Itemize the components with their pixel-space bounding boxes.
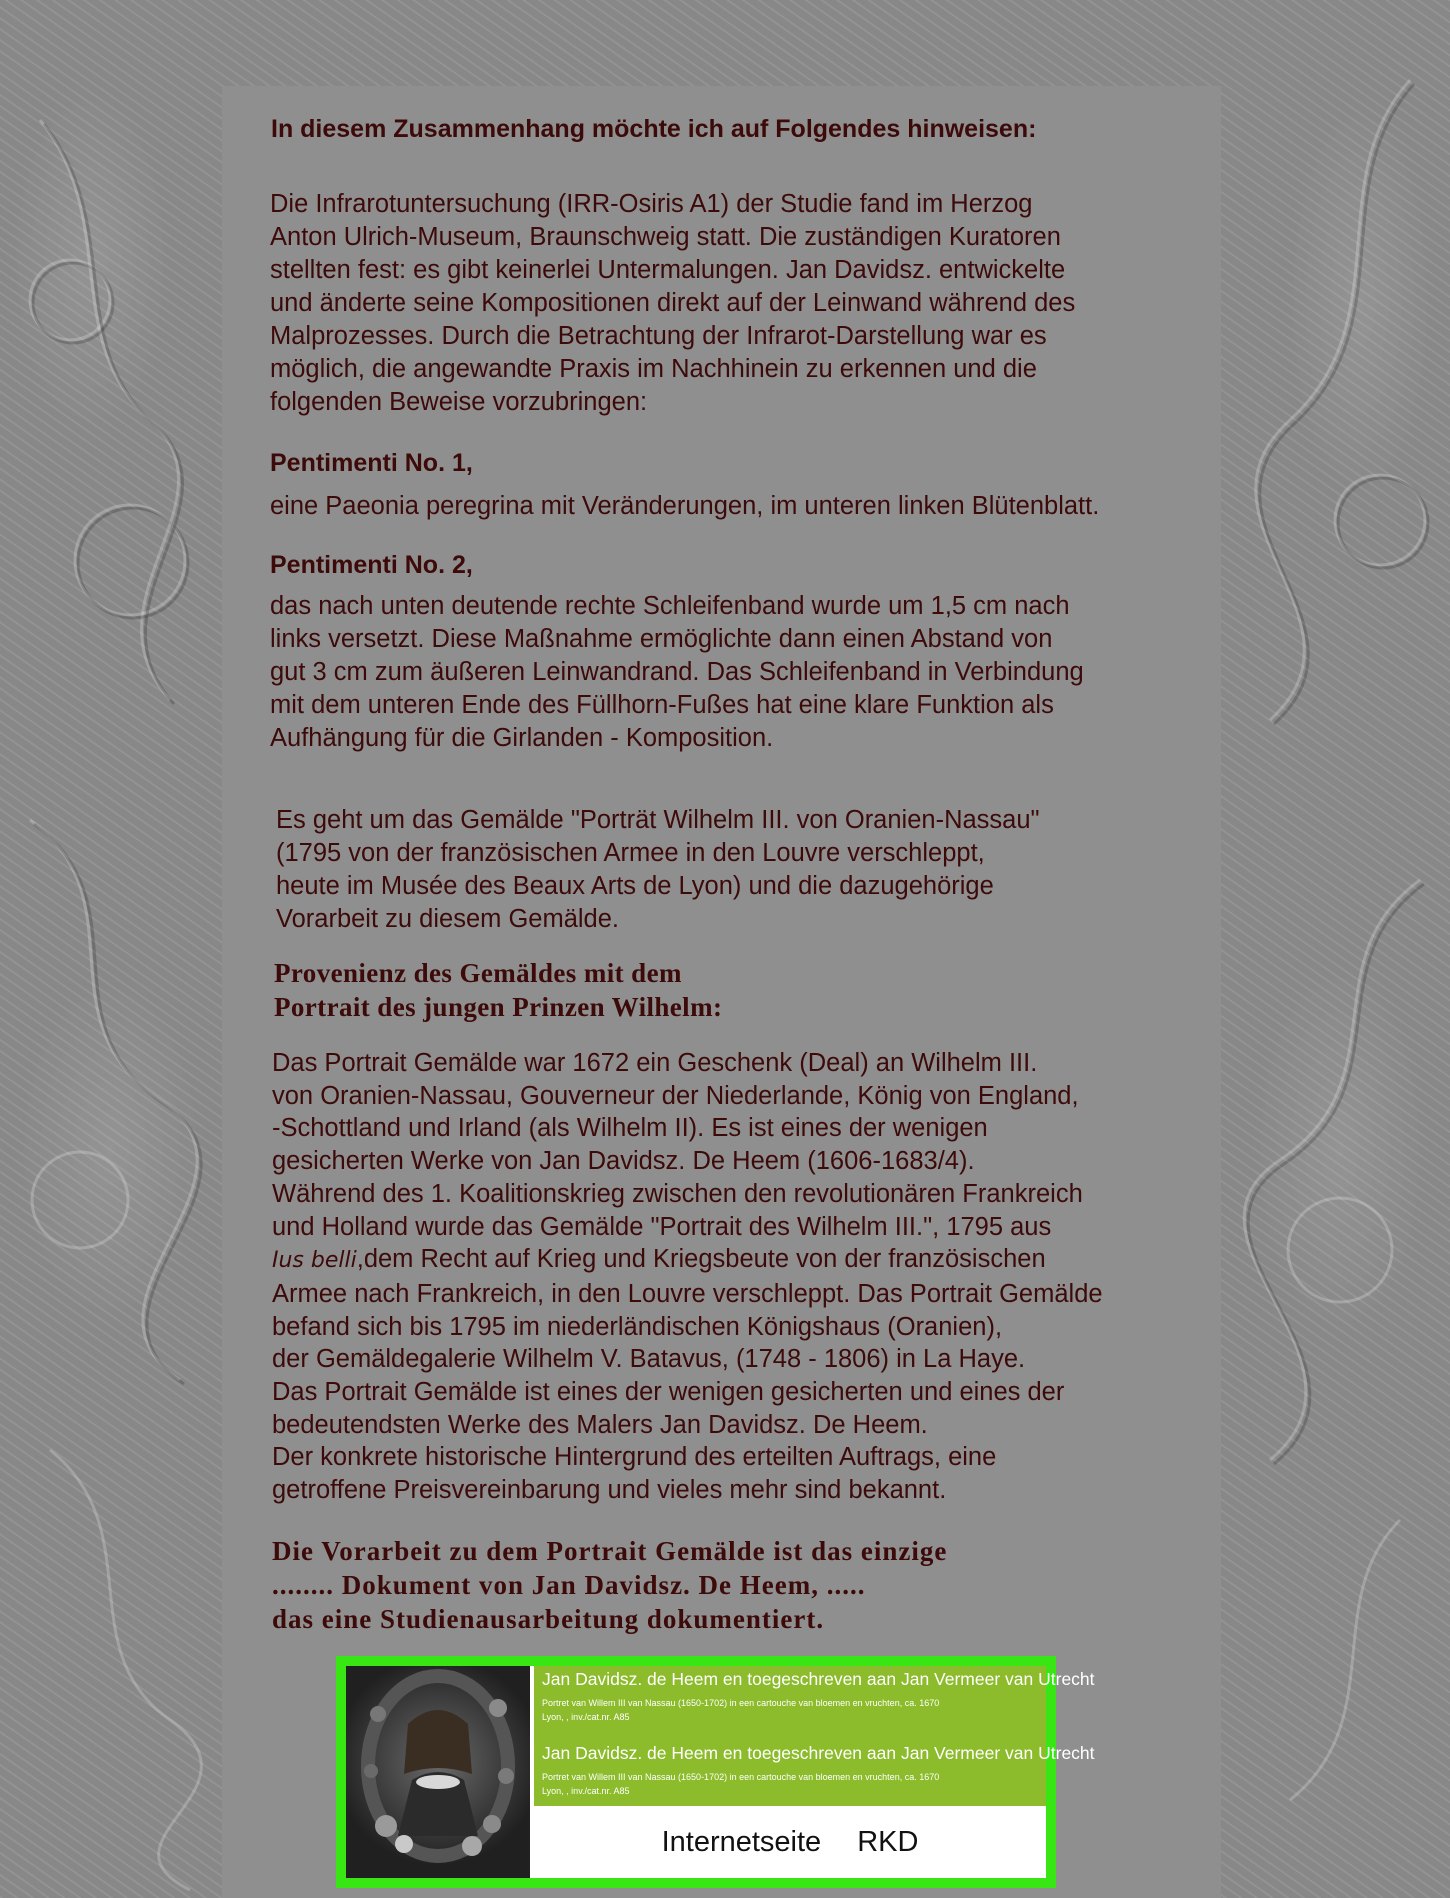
rkd-website-link[interactable] (336, 1656, 1095, 1888)
embossed-ornament-left (0, 0, 220, 1898)
text-line: das nach unten deutende rechte Schleifenband wurde um 1,5 cm nach (270, 592, 1070, 620)
text-line: möglich, die angewandte Praxis im Nachhinein zu erkennen und die (270, 355, 1037, 383)
text-line: Es geht um das Gemälde "Porträt Wilhelm III. von Oranien-Nassau" (276, 806, 1040, 834)
rkd-entry-2-title[interactable]: Jan Davidsz. de Heem en toegeschreven aan Jan Vermeer van Utrecht (542, 1743, 1095, 1763)
text-line: getroffene Preisvereinbarung und vieles mehr sind bekannt. (272, 1476, 947, 1505)
caption-internetseite: Internetseite (661, 1825, 822, 1858)
text-fragment: ,dem Recht auf Krieg und Kriegsbeute von der französischen (356, 1245, 1046, 1274)
text-line: Aufhängung für die Girlanden - Komposition. (270, 724, 774, 752)
provenance-heading (274, 956, 722, 1024)
heading-line: das eine Studienausarbeitung dokumentiert. (272, 1604, 825, 1634)
text-line: Das Portrait Gemälde war 1672 ein Geschenk (Deal) an Wilhelm III. (272, 1049, 1038, 1077)
heading-line: Die Vorarbeit zu dem Portrait Gemälde ist das einzige (272, 1536, 948, 1566)
infrared-paragraph (270, 188, 1210, 419)
pentimenti-2-heading: Pentimenti No. 2, (270, 551, 473, 579)
study-document-statement (272, 1534, 947, 1636)
ius-belli-term: Ius belli (272, 1248, 357, 1274)
text-line: Malprozesses. Durch die Betrachtung der Infrarot-Darstellung war es (270, 322, 1047, 350)
text-line: und Holland wurde das Gemälde "Portrait des Wilhelm III.", 1795 aus (272, 1212, 1052, 1241)
rkd-entry-2-subtitle: Portret van Willem III van Nassau (1650-1702) in een cartouche van bloemen en vruchten, ca. 1670 (542, 1772, 940, 1782)
heading-line: ........ Dokument von Jan Davidsz. De Heem, ..... (272, 1570, 866, 1600)
rkd-caption (534, 1806, 1046, 1878)
rkd-entry-1-subtitle: Portret van Willem III van Nassau (1650-1702) in een cartouche van bloemen en vruchten, ca. 1670 (542, 1698, 940, 1708)
pentimenti-2-text (270, 590, 1215, 755)
portrait-thumbnail-image (346, 1666, 530, 1878)
text-line: Während des 1. Koalitionskrieg zwischen den revolutionären Frankreich (272, 1179, 1083, 1208)
embossed-ornament-right (1230, 0, 1450, 1898)
text-line: stellten fest: es gibt keinerlei Untermalungen. Jan Davidsz. entwickelte (270, 256, 1066, 284)
text-line: Vorarbeit zu diesem Gemälde. (276, 905, 620, 933)
heading-line: Portrait des jungen Prinzen Wilhelm: (274, 992, 723, 1022)
text-line: links versetzt. Diese Maßnahme ermöglichte dann einen Abstand von (270, 625, 1053, 653)
text-line: befand sich bis 1795 im niederländischen Königshaus (Oranien), (272, 1312, 1003, 1341)
text-line: mit dem unteren Ende des Füllhorn-Fußes hat eine klare Funktion als (270, 691, 1054, 719)
pentimenti-1-text (270, 490, 1215, 523)
text-line: Anton Ulrich-Museum, Braunschweig statt. Die zuständigen Kuratoren (270, 223, 1061, 251)
text-line-ius-belli (272, 1243, 1222, 1278)
text-line: (1795 von der französischen Armee in den Louvre verschleppt, (276, 839, 985, 867)
caption-rkd: RKD (857, 1825, 919, 1858)
rkd-entry-1-location: Lyon, , inv./cat.nr. A85 (542, 1712, 630, 1722)
painting-reference-paragraph (276, 804, 1196, 936)
intro-heading: In diesem Zusammenhang möchte ich auf Folgendes hinweisen: (271, 115, 1037, 143)
text-line: gut 3 cm zum äußeren Leinwandrand. Das Schleifenband in Verbindung (270, 658, 1084, 686)
text-line: von Oranien-Nassau, Gouverneur der Niederlande, König von England, (272, 1081, 1079, 1110)
rkd-entry-1-title[interactable]: Jan Davidsz. de Heem en toegeschreven aan Jan Vermeer van Utrecht (542, 1669, 1095, 1689)
content-panel (222, 86, 1221, 1898)
rkd-card (346, 1666, 1095, 1878)
text-line: eine Paeonia peregrina mit Veränderungen, im unteren linken Blütenblatt. (270, 492, 1100, 520)
rkd-entries (534, 1666, 1095, 1806)
text-line: Der konkrete historische Hintergrund des erteilten Auftrags, eine (272, 1443, 997, 1472)
text-line: bedeutendsten Werke des Malers Jan Davidsz. De Heem. (272, 1410, 928, 1439)
pentimenti-1-heading: Pentimenti No. 1, (270, 449, 473, 477)
text-line: gesicherten Werke von Jan Davidsz. De Heem (1606-1683/4). (272, 1147, 975, 1176)
portrait-thumbnail (346, 1666, 530, 1878)
text-line: und änderte seine Kompositionen direkt auf der Leinwand während des (270, 289, 1076, 317)
text-line: der Gemäldegalerie Wilhelm V. Batavus, (1748 - 1806) in La Haye. (272, 1345, 1026, 1374)
heading-line: Provenienz des Gemäldes mit dem (274, 958, 682, 988)
text-line: Armee nach Frankreich, in den Louvre verschleppt. Das Portrait Gemälde (272, 1279, 1103, 1308)
provenance-paragraph (272, 1047, 1222, 1507)
text-line: -Schottland und Irland (als Wilhelm II). Es ist eines der wenigen (272, 1114, 988, 1143)
text-line: heute im Musée des Beaux Arts de Lyon) und die dazugehörige (276, 872, 994, 900)
text-line: folgenden Beweise vorzubringen: (270, 388, 648, 416)
rkd-entry-2-location: Lyon, , inv./cat.nr. A85 (542, 1786, 630, 1796)
text-line: Die Infrarotuntersuchung (IRR-Osiris A1) der Studie fand im Herzog (270, 190, 1033, 218)
text-line: Das Portrait Gemälde ist eines der wenigen gesicherten und eines der (272, 1378, 1065, 1407)
